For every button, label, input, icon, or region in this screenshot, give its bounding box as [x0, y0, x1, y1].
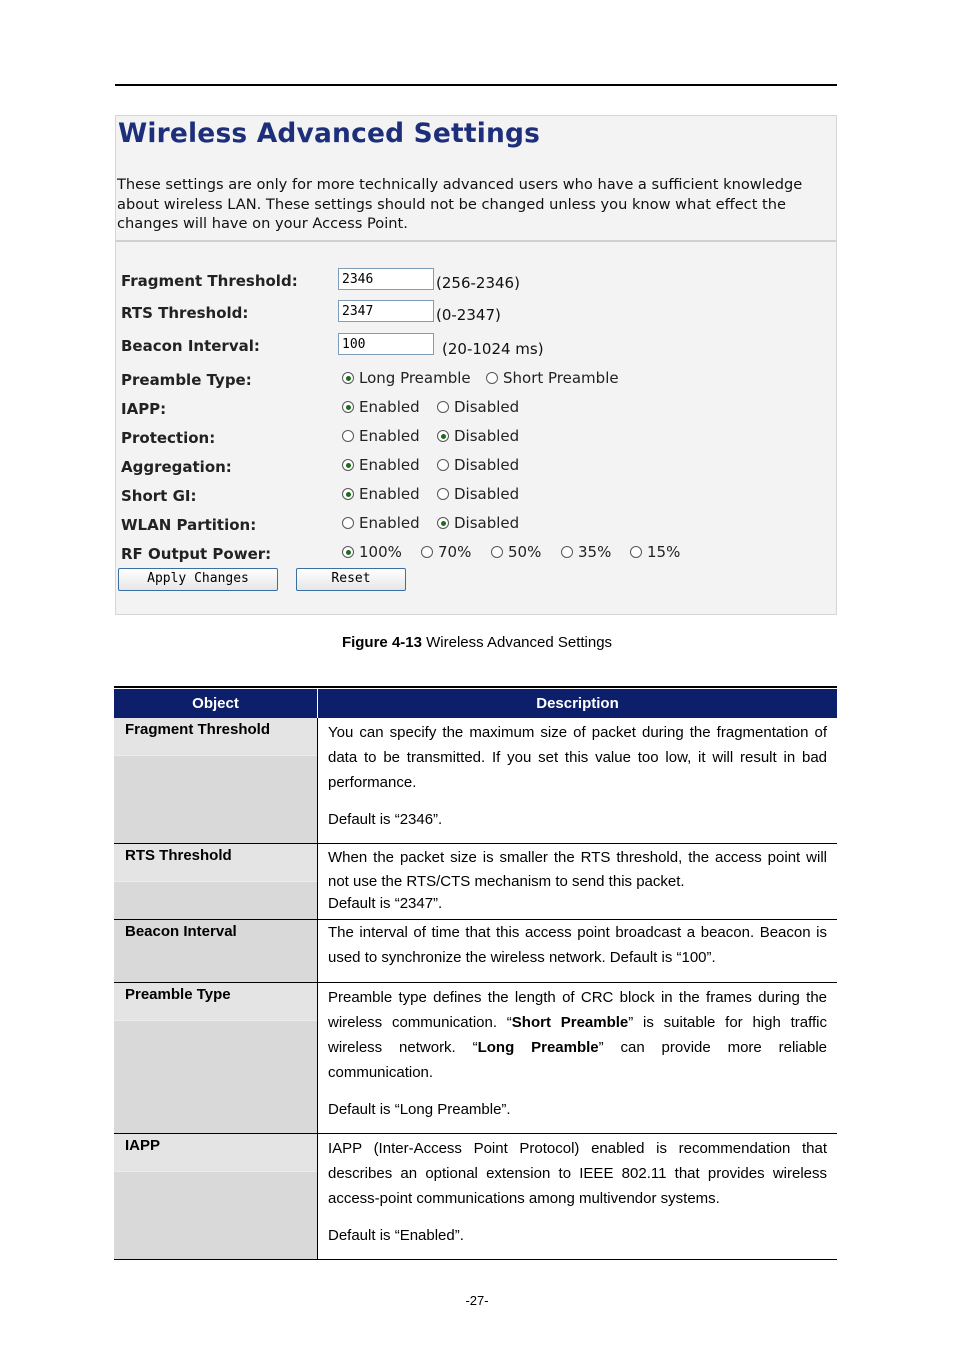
- beacon-interval-input[interactable]: [338, 333, 434, 355]
- description-table: [114, 689, 837, 1260]
- settings-title: Wireless Advanced Settings: [118, 118, 541, 149]
- fragment-threshold-range: (256-2346): [436, 274, 520, 292]
- radio-unselected-icon: [491, 546, 503, 558]
- rf-output-power-label: RF Output Power:: [121, 545, 272, 563]
- radio-selected-icon: [342, 459, 354, 471]
- rts-threshold-range: (0-2347): [436, 306, 501, 324]
- table-row: [114, 983, 837, 1134]
- header-description: Description: [318, 689, 837, 718]
- radio-aggregation-disabled[interactable]: Disabled: [437, 456, 519, 474]
- radio-unselected-icon: [630, 546, 642, 558]
- table-row: [114, 1134, 837, 1260]
- wlan-partition-label: WLAN Partition:: [121, 516, 257, 534]
- preamble-type-label: Preamble Type:: [121, 371, 252, 389]
- radio-selected-icon: [342, 488, 354, 500]
- aggregation-label: Aggregation:: [121, 458, 232, 476]
- radio-selected-icon: [342, 546, 354, 558]
- radio-unselected-icon: [342, 430, 354, 442]
- row-description: When the packet size is smaller the RTS threshold, the access point will not use the RTS/CTS mechanism to send this packet.: [328, 849, 827, 890]
- radio-short-preamble[interactable]: Short Preamble: [486, 369, 619, 387]
- radio-selected-icon: [342, 372, 354, 384]
- radio-unselected-icon: [437, 488, 449, 500]
- short-gi-label: Short GI:: [121, 487, 197, 505]
- table-top-rule: [114, 686, 837, 688]
- row-description: Preamble type defines the length of CRC block in the frames during the wireless communication. “Short Preamble” is suitable for high traffic wireless network. “Long Preamble” can provide more reliable communication.: [328, 989, 827, 1081]
- radio-unselected-icon: [437, 459, 449, 471]
- fragment-threshold-input[interactable]: [338, 268, 434, 290]
- row-default: Default is “Long Preamble”.: [328, 1101, 511, 1118]
- row-default: Default is “2346”.: [328, 811, 443, 828]
- beacon-interval-range: (20-1024 ms): [442, 340, 544, 358]
- rf-output-power-row: [116, 541, 836, 567]
- radio-wlan-partition-enabled[interactable]: Enabled: [342, 514, 420, 532]
- wireless-advanced-settings-screenshot: [115, 115, 837, 615]
- row-object: RTS Threshold: [125, 847, 232, 864]
- radio-unselected-icon: [342, 517, 354, 529]
- table-row: [114, 844, 837, 920]
- radio-unselected-icon: [421, 546, 433, 558]
- fragment-threshold-row: [116, 268, 836, 294]
- table-header: [114, 689, 837, 718]
- row-description: You can specify the maximum size of packet during the fragmentation of data to be transmitted. If you set this value too low, it will result in bad performance.: [328, 724, 827, 791]
- radio-iapp-disabled[interactable]: Disabled: [437, 398, 519, 416]
- radio-wlan-partition-disabled[interactable]: Disabled: [437, 514, 519, 532]
- row-description: The interval of time that this access point broadcast a beacon. Beacon is used to synchronize the wireless network. Default is “100”.: [328, 924, 827, 966]
- protection-label: Protection:: [121, 429, 216, 447]
- settings-description: These settings are only for more technically advanced users who have a sufficient knowledge about wireless LAN. These settings should not be changed unless you know what effect the changes will have on your Access Point.: [117, 176, 803, 232]
- page-number: -27-: [465, 1293, 489, 1308]
- row-object: Preamble Type: [125, 986, 231, 1003]
- rts-threshold-label: RTS Threshold:: [121, 304, 249, 322]
- settings-divider: [116, 240, 836, 242]
- rts-threshold-row: [116, 300, 836, 326]
- beacon-interval-label: Beacon Interval:: [121, 337, 260, 355]
- iapp-label: IAPP:: [121, 400, 167, 418]
- row-object: Fragment Threshold: [125, 721, 271, 738]
- radio-selected-icon: [342, 401, 354, 413]
- radio-selected-icon: [437, 517, 449, 529]
- reset-button[interactable]: Reset: [296, 568, 406, 591]
- radio-short-gi-disabled[interactable]: Disabled: [437, 485, 519, 503]
- apply-changes-button[interactable]: Apply Changes: [118, 568, 278, 591]
- fragment-threshold-label: Fragment Threshold:: [121, 272, 298, 290]
- table-row: [114, 920, 837, 983]
- header-rule: [115, 84, 837, 86]
- header-object: Object: [114, 689, 318, 718]
- radio-rf-35[interactable]: 35%: [561, 543, 611, 561]
- radio-short-gi-enabled[interactable]: Enabled: [342, 485, 420, 503]
- radio-unselected-icon: [437, 401, 449, 413]
- wlan-partition-row: [116, 512, 836, 538]
- radio-unselected-icon: [486, 372, 498, 384]
- aggregation-row: [116, 454, 836, 480]
- radio-long-preamble[interactable]: Long Preamble: [342, 369, 471, 387]
- row-default: Default is “2347”.: [328, 895, 443, 912]
- radio-iapp-enabled[interactable]: Enabled: [342, 398, 420, 416]
- radio-rf-15[interactable]: 15%: [630, 543, 680, 561]
- figure-caption: [0, 634, 954, 651]
- figure-text: Wireless Advanced Settings: [421, 634, 613, 651]
- row-description: IAPP (Inter-Access Point Protocol) enabled is recommendation that describes an optional extension to IEEE 802.11 that provides wireless access-point communications among multivendor systems.: [328, 1140, 827, 1207]
- figure-label: Figure 4-13: [341, 634, 422, 651]
- radio-rf-70[interactable]: 70%: [421, 543, 471, 561]
- row-object: Beacon Interval: [125, 923, 237, 940]
- table-row: [114, 718, 837, 844]
- row-default: Default is “Enabled”.: [328, 1227, 464, 1244]
- radio-selected-icon: [437, 430, 449, 442]
- preamble-type-row: [116, 367, 836, 393]
- protection-row: [116, 425, 836, 451]
- radio-unselected-icon: [561, 546, 573, 558]
- short-gi-row: [116, 483, 836, 509]
- row-object: IAPP: [125, 1137, 161, 1154]
- beacon-interval-row: [116, 333, 836, 359]
- radio-rf-100[interactable]: 100%: [342, 543, 402, 561]
- iapp-row: [116, 396, 836, 422]
- radio-protection-enabled[interactable]: Enabled: [342, 427, 420, 445]
- radio-protection-disabled[interactable]: Disabled: [437, 427, 519, 445]
- radio-rf-50[interactable]: 50%: [491, 543, 541, 561]
- radio-aggregation-enabled[interactable]: Enabled: [342, 456, 420, 474]
- rts-threshold-input[interactable]: [338, 300, 434, 322]
